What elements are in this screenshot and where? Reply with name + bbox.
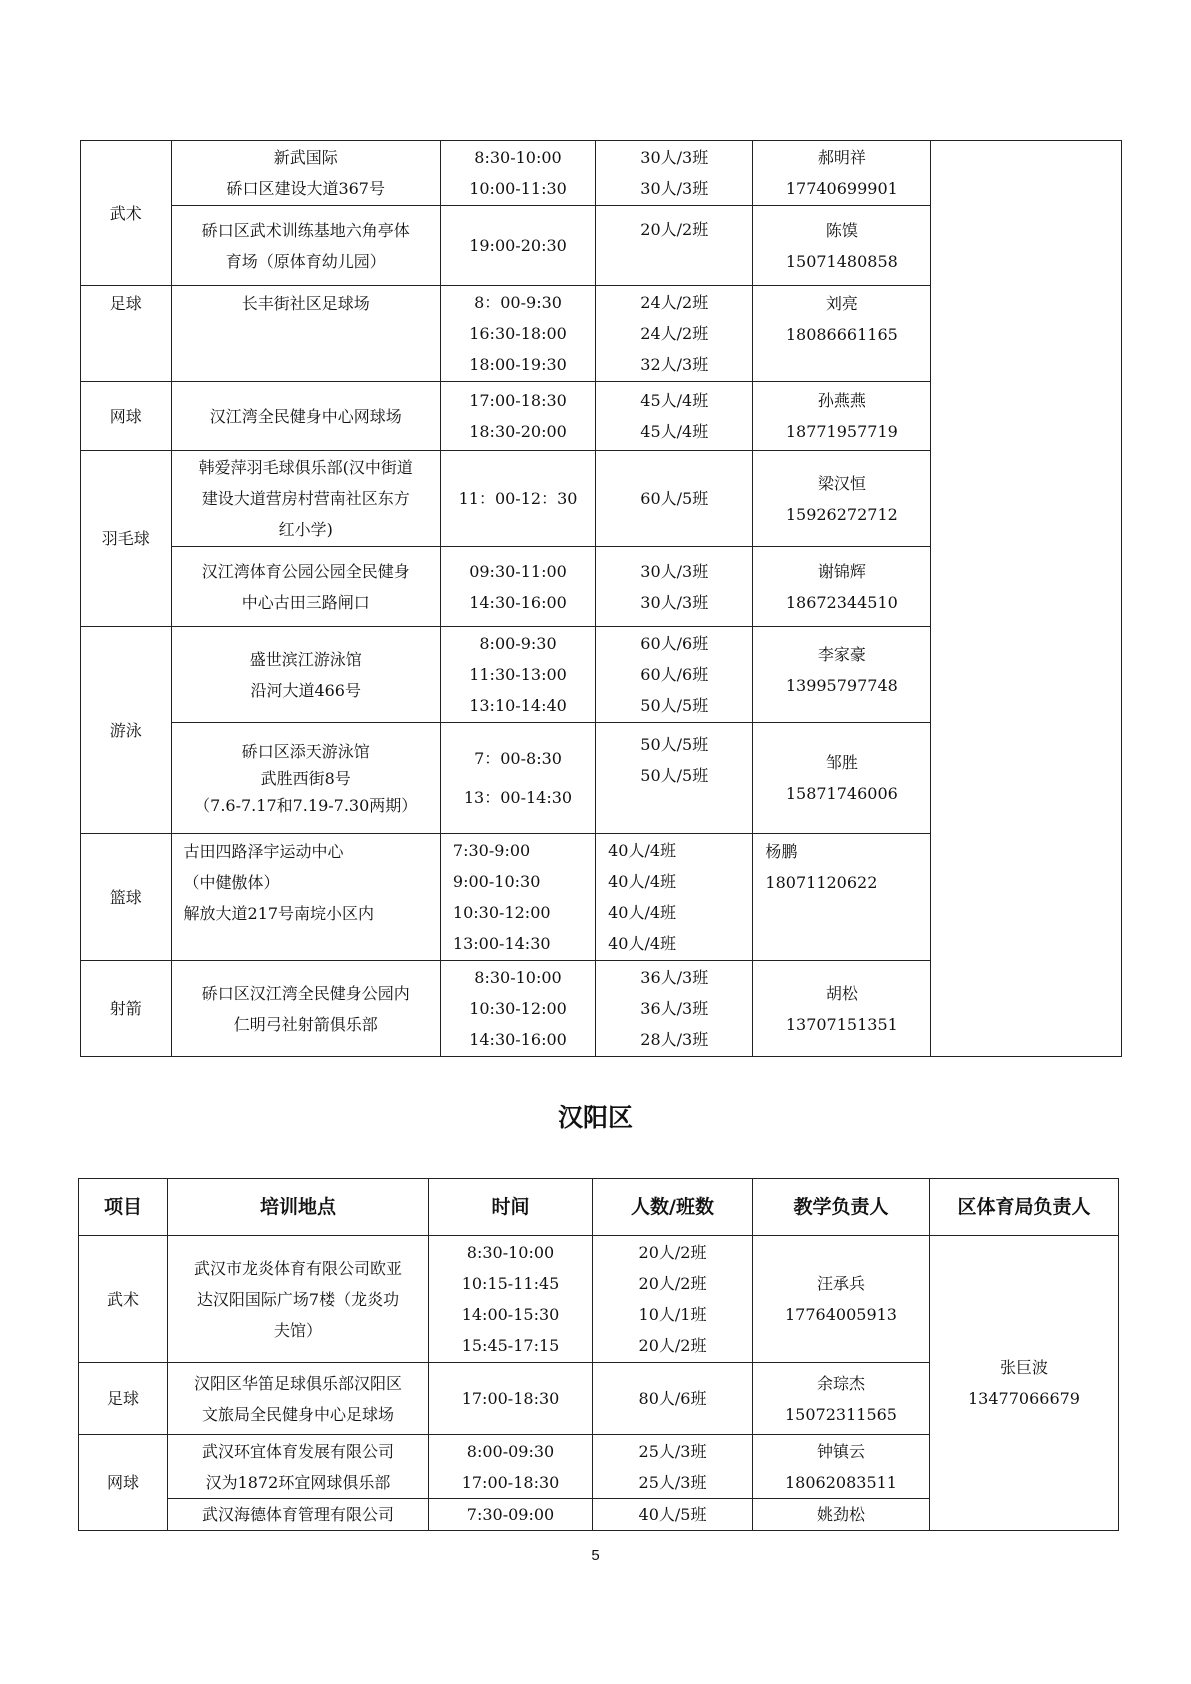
classes-cell: 45人/4班 45人/4班 [596,382,753,451]
project-cell: 武术 [79,1236,168,1363]
bureau-contact-cell: 张巨波 13477066679 [930,1236,1119,1531]
classes-cell: 60人/5班 [596,451,753,547]
place-cell: 武汉海德体育管理有限公司 [168,1499,429,1531]
schedule-table-qiaokou [80,140,1122,1057]
coach-cell: 姚劲松 [753,1499,930,1531]
table-row [81,141,1122,206]
header-place: 培训地点 [168,1179,429,1236]
place-cell: 汉江湾全民健身中心网球场 [171,382,440,451]
coach-cell: 刘亮 18086661165 [753,286,931,382]
classes-cell: 36人/3班 36人/3班 28人/3班 [596,961,753,1057]
coach-cell: 钟镇云 18062083511 [753,1435,930,1499]
coach-cell: 胡松 13707151351 [753,961,931,1057]
time-cell: 7:30-09:00 [429,1499,593,1531]
place-cell: 汉江湾体育公园公园全民健身 中心古田三路闸口 [171,547,440,627]
time-cell: 8：00-9:30 16:30-18:00 18:00-19:30 [440,286,595,382]
project-cell: 足球 [79,1363,168,1435]
project-cell: 射箭 [81,961,172,1057]
project-cell: 足球 [81,286,172,382]
header-project: 项目 [79,1179,168,1236]
coach-cell: 邹胜 15871746006 [753,723,931,834]
place-cell: 长丰街社区足球场 [171,286,440,382]
classes-cell: 40人/5班 [593,1499,753,1531]
table-row [79,1236,1119,1363]
coach-cell: 谢锦辉 18672344510 [753,547,931,627]
coach-cell: 余琮杰 15072311565 [753,1363,930,1435]
time-cell: 8:00-09:30 17:00-18:30 [429,1435,593,1499]
time-cell: 11：00-12：30 [440,451,595,547]
place-cell: 韩爱萍羽毛球俱乐部(汉中街道 建设大道营房村营南社区东方 红小学) [171,451,440,547]
time-cell: 8:30-10:00 10:15-11:45 14:00-15:30 15:45-17:15 [429,1236,593,1363]
coach-cell: 杨鹏 18071120622 [753,834,931,961]
time-cell: 8:00-9:30 11:30-13:00 13:10-14:40 [440,627,595,723]
time-cell: 8:30-10:00 10:30-12:00 14:30-16:00 [440,961,595,1057]
place-cell: 硚口区武术训练基地六角亭体 育场（原体育幼儿园） [171,206,440,286]
project-cell: 网球 [79,1435,168,1531]
district-heading: 汉阳区 [557,1103,633,1132]
classes-cell: 30人/3班 30人/3班 [596,141,753,206]
classes-cell: 24人/2班 24人/2班 32人/3班 [596,286,753,382]
time-cell: 17:00-18:30 18:30-20:00 [440,382,595,451]
coach-cell: 孙燕燕 18771957719 [753,382,931,451]
time-cell: 7:30-9:00 9:00-10:30 10:30-12:00 13:00-14:30 [440,834,595,961]
project-cell: 羽毛球 [81,451,172,627]
bureau-cell [931,141,1122,1057]
header-time: 时间 [429,1179,593,1236]
classes-cell: 20人/2班 [596,206,753,286]
place-cell: 武汉市龙炎体育有限公司欧亚 达汉阳国际广场7楼（龙炎功 夫馆） [168,1236,429,1363]
schedule-table-hanyang [78,1178,1119,1531]
place-cell: 武汉环宜体育发展有限公司 汉为1872环宜网球俱乐部 [168,1435,429,1499]
classes-cell: 80人/6班 [593,1363,753,1435]
coach-cell: 李家豪 13995797748 [753,627,931,723]
time-cell: 09:30-11:00 14:30-16:00 [440,547,595,627]
classes-cell: 20人/2班 20人/2班 10人/1班 20人/2班 [593,1236,753,1363]
place-cell: 硚口区汉江湾全民健身公园内 仁明弓社射箭俱乐部 [171,961,440,1057]
time-cell: 7：00-8:30 13：00-14:30 [440,723,595,834]
coach-cell: 梁汉恒 15926272712 [753,451,931,547]
time-cell: 8:30-10:00 10:00-11:30 [440,141,595,206]
time-cell: 17:00-18:30 [429,1363,593,1435]
classes-cell: 25人/3班 25人/3班 [593,1435,753,1499]
classes-cell: 40人/4班 40人/4班 40人/4班 40人/4班 [596,834,753,961]
page-number: 5 [591,1547,600,1564]
place-cell: 硚口区添天游泳馆 武胜西街8号 （7.6-7.17和7.19-7.30两期） [171,723,440,834]
classes-cell: 50人/5班 50人/5班 [596,723,753,834]
classes-cell: 60人/6班 60人/6班 50人/5班 [596,627,753,723]
header-classes: 人数/班数 [593,1179,753,1236]
project-cell: 网球 [81,382,172,451]
header-coach: 教学负责人 [753,1179,930,1236]
place-cell: 古田四路泽宇运动中心 （中健傲体） 解放大道217号南垸小区内 [171,834,440,961]
table-header-row [79,1179,1119,1236]
classes-cell: 30人/3班 30人/3班 [596,547,753,627]
coach-cell: 陈馍 15071480858 [753,206,931,286]
place-cell: 汉阳区华笛足球俱乐部汉阳区 文旅局全民健身中心足球场 [168,1363,429,1435]
coach-cell: 郝明祥 17740699901 [753,141,931,206]
coach-cell: 汪承兵 17764005913 [753,1236,930,1363]
project-cell: 篮球 [81,834,172,961]
place-cell: 新武国际 硚口区建设大道367号 [171,141,440,206]
project-cell: 武术 [81,141,172,286]
header-bureau: 区体育局负责人 [930,1179,1119,1236]
place-cell: 盛世滨江游泳馆 沿河大道466号 [171,627,440,723]
project-cell: 游泳 [81,627,172,834]
time-cell: 19:00-20:30 [440,206,595,286]
